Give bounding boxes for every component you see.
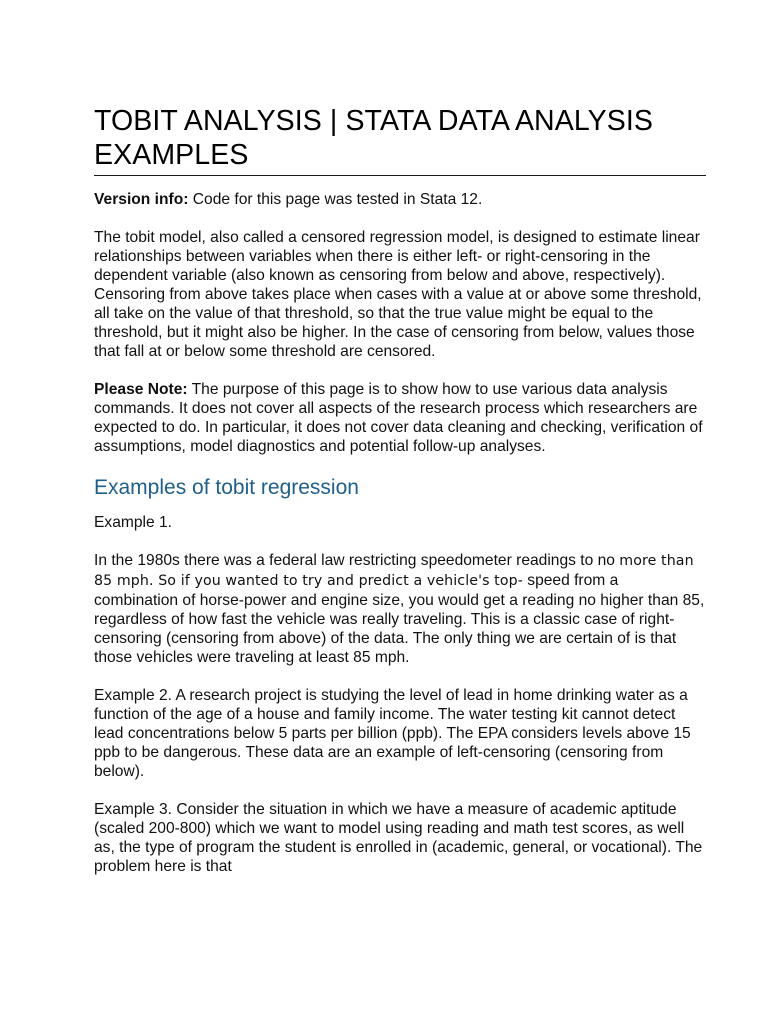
intro-paragraph: The tobit model, also called a censored regression model, is designed to estimate linear relationships between variables when there is either left- or right-censoring in the dependent variable (also known as censoring from below and above, respectively). Censoring from above takes place when cases with a value at or above some threshold, all take on the value of that threshold, so that the true value might be equal to the threshold, but it might also be higher. In the case of censoring from below, values those that fall at or below some threshold are censored. [94, 229, 702, 360]
page-title: TOBIT ANALYSIS | STATA DATA ANALYSIS EXAMPLES [94, 104, 706, 176]
note-text: The purpose of this page is to show how to use various data analysis commands. It does not cover all aspects of the research process which researchers are expected to do. In particular, it does not cover data cleaning and checking, verification of assumptions, model diagnostics and potential follow-up analyses. [94, 381, 703, 455]
section-heading: Examples of tobit regression [94, 476, 359, 499]
version-label: Version info: [94, 191, 189, 208]
note-paragraph [94, 380, 706, 456]
example1-paragraph [94, 551, 706, 667]
document-page [94, 104, 706, 876]
example1-part2: more than 85 mph. So if you wanted to try and predict a vehicle's top- [94, 553, 694, 589]
note-label: Please Note: [94, 381, 188, 398]
example2-paragraph: Example 2. A research project is studying the level of lead in home drinking water as a function of the age of a house and family income. The water testing kit cannot detect lead concentrations below 5 parts per billion (ppb). The EPA considers levels above 15 ppb to be dangerous. These data are an example of left-censoring (censoring from below). [94, 687, 691, 780]
version-text: Code for this page was tested in Stata 12. [188, 191, 483, 208]
example1-part1: In the 1980s there was a federal law restricting speedometer readings to no [94, 552, 620, 569]
version-info [94, 190, 706, 209]
example1-part3: speed from a combination of horse-power and engine size, you would get a reading no higher than 85, regardless of how fast the vehicle was really traveling. This is a classic case of right-censoring (censoring from above) of the data. The only thing we are certain of is that those vehicles were traveling at least 85 mph. [94, 572, 705, 666]
example1-label: Example 1. [94, 514, 173, 531]
example3-paragraph: Example 3. Consider the situation in which we have a measure of academic aptitude (scaled 200-800) which we want to model using reading and math test scores, as well as, the type of program the student is enrolled in (academic, general, or vocational). The problem here is that [94, 801, 703, 875]
